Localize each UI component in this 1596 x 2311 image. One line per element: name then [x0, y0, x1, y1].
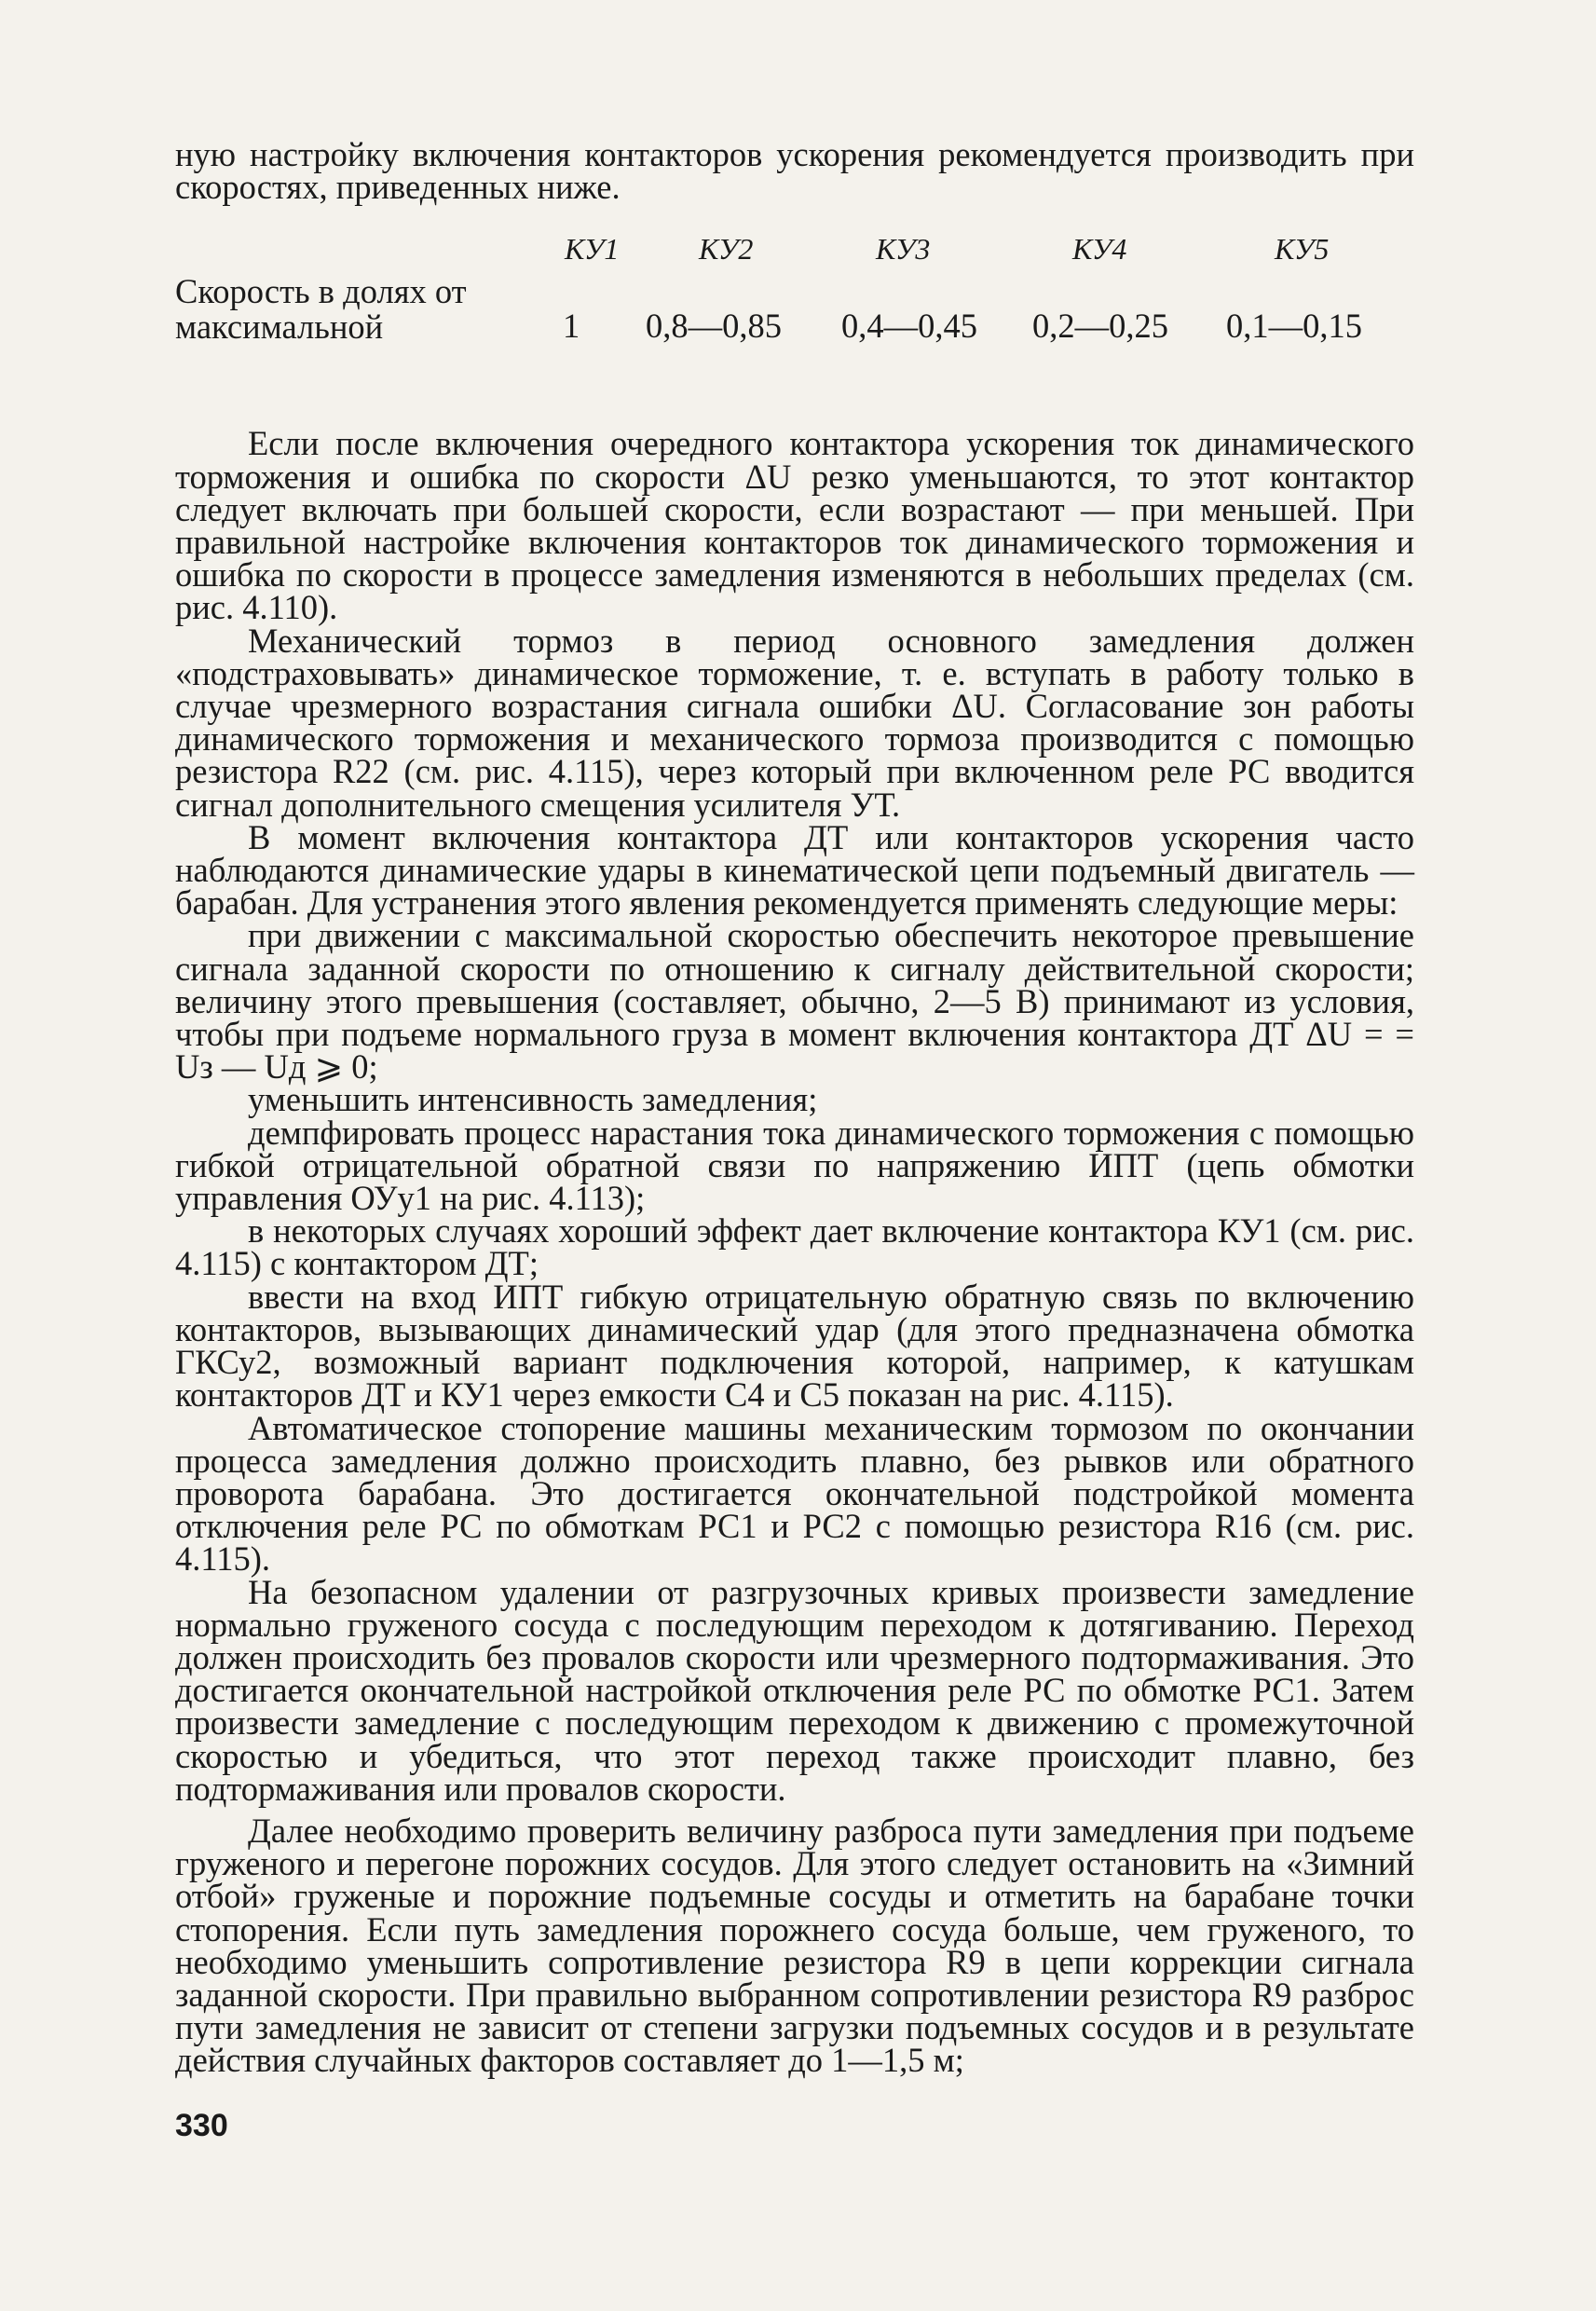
table-header-ku3: КУ3 — [876, 232, 931, 267]
table-value-ku1: 1 — [563, 307, 580, 346]
page-number: 330 — [175, 2108, 228, 2143]
table-value-ku2: 0,8—0,85 — [646, 307, 782, 346]
table-header-ku1: КУ1 — [565, 232, 620, 267]
table-header-ku2: КУ2 — [699, 232, 754, 267]
paragraph-dynamic-impacts: В момент включения контактора ДТ или контакторов ускорения часто наблюдаются динамические удары в кинематической цепи подъемный двигатель — барабан. Для устранения этого явления рекомендуется применять следующие меры: — [175, 817, 1414, 923]
text-column — [175, 135, 1414, 2080]
paragraph-deceleration-spread: Далее необходимо проверить величину разброса пути замедления при подъеме груженого и перегоне порожних сосудов. Для этого следует остановить на «Зимний отбой» груженые и порожние подъемные сосуды и отметить на барабане точки стопорения. Если путь замедления порожнего сосуда больше, чем груженого, то необходимо уменьшить сопротивление резистора R9 в цепи коррекции сигнала заданной скорости. При правильно выбранном сопротивлении резистора R9 разброс пути замедления не зависит от степени загрузки подъемных сосудов и в результате действия случайных факторов составляет до 1—1,5 м; — [175, 1811, 1414, 2080]
list-item-damping: демпфировать процесс нарастания тока динамического торможения с помощью гибкой отрицательной обратной связи по напряжению ИПТ (цепь обмотки управления ОУу1 на рис. 4.113); — [175, 1113, 1414, 1218]
table-value-ku4: 0,2—0,25 — [1032, 307, 1168, 346]
table-value-ku5: 0,1—0,15 — [1226, 307, 1362, 346]
table-header-ku4: КУ4 — [1072, 232, 1127, 267]
speed-settings-table — [175, 233, 1414, 373]
paragraph-safe-distance-test: На безопасном удалении от разгрузочных кривых произвести замедление нормально груженого сосуда с последующим переходом к дотягиванию. Переход должен происходить без провалов скорости или чрезмерного подтормаживания. Это достигается окончательной настройкой отключения реле РС по обмотке РС1. Затем произвести замедление с последующим переходом к движению с промежуточной скоростью и убедиться, что этот переход также происходит плавно, без подтормаживания или провалов скорости. — [175, 1572, 1414, 1808]
paragraph-mechanical-brake: Механический тормоз в период основного замедления должен «подстраховывать» динамическое торможение, т. е. вступать в работу только в случае чрезмерного возрастания сигнала ошибки ΔU. Согласование зон работы динамического торможения и механического тормоза производится с помощью резистора R22 (см. рис. 4.115), через который при включенном реле РС вводится сигнал дополнительного смещения усилителя УТ. — [175, 621, 1414, 824]
list-item-speed-excess: при движении с максимальной скоростью обеспечить некоторое превышение сигнала заданной скорости по отношению к сигналу действительной скорости; величину этого превышения (составляет, обычно, 2—5 В) принимают из условия, чтобы при подъеме нормального груза в момент включения контактора ДТ ΔU = = Uз — Uд ⩾ 0; — [175, 916, 1414, 1087]
paragraph-dynamic-braking-setup: Если после включения очередного контактора ускорения ток динамического торможения и ошибка по скорости ΔU резко уменьшаются, то этот контактор следует включать при большей скорости, если возрастают — при меньшей. При правильной настройке включения контакторов ток динамического торможения и ошибка по скорости в процессе замедления изменяются в небольших пределах (см. рис. 4.110). — [175, 424, 1414, 627]
list-item-flexible-feedback: ввести на вход ИПТ гибкую отрицательную обратную связь по включению контакторов, вызывающих динамический удар (для этого предназначена обмотка ГКСу2, возможный вариант подключения которой, например, к катушкам контакторов ДТ и КУ1 через емкости С4 и С5 показан на рис. 4.115). — [175, 1277, 1414, 1415]
list-item-contactor-ku1: в некоторых случаях хороший эффект дает включение контактора КУ1 (см. рис. 4.115) с контактором ДТ; — [175, 1211, 1414, 1283]
paragraph-automatic-stopping: Автоматическое стопорение машины механическим тормозом по окончании процесса замедления должно происходить плавно, без рывков или обратного проворота барабана. Это достигается окончательной подстройкой момента отключения реле РС по обмоткам РС1 и РС2 с помощью резистора R16 (см. рис. 4.115). — [175, 1408, 1414, 1579]
intro-paragraph: ную настройку включения контакторов ускорения рекомендуется производить при скоростях, приведенных ниже. — [175, 135, 1414, 207]
table-header-ku5: КУ5 — [1275, 232, 1330, 267]
list-item-reduce-deceleration: уменьшить интенсивность замедления; — [248, 1080, 818, 1119]
table-row-label: Скорость в долях от максимальной — [175, 272, 467, 347]
table-value-ku3: 0,4—0,45 — [841, 307, 977, 346]
